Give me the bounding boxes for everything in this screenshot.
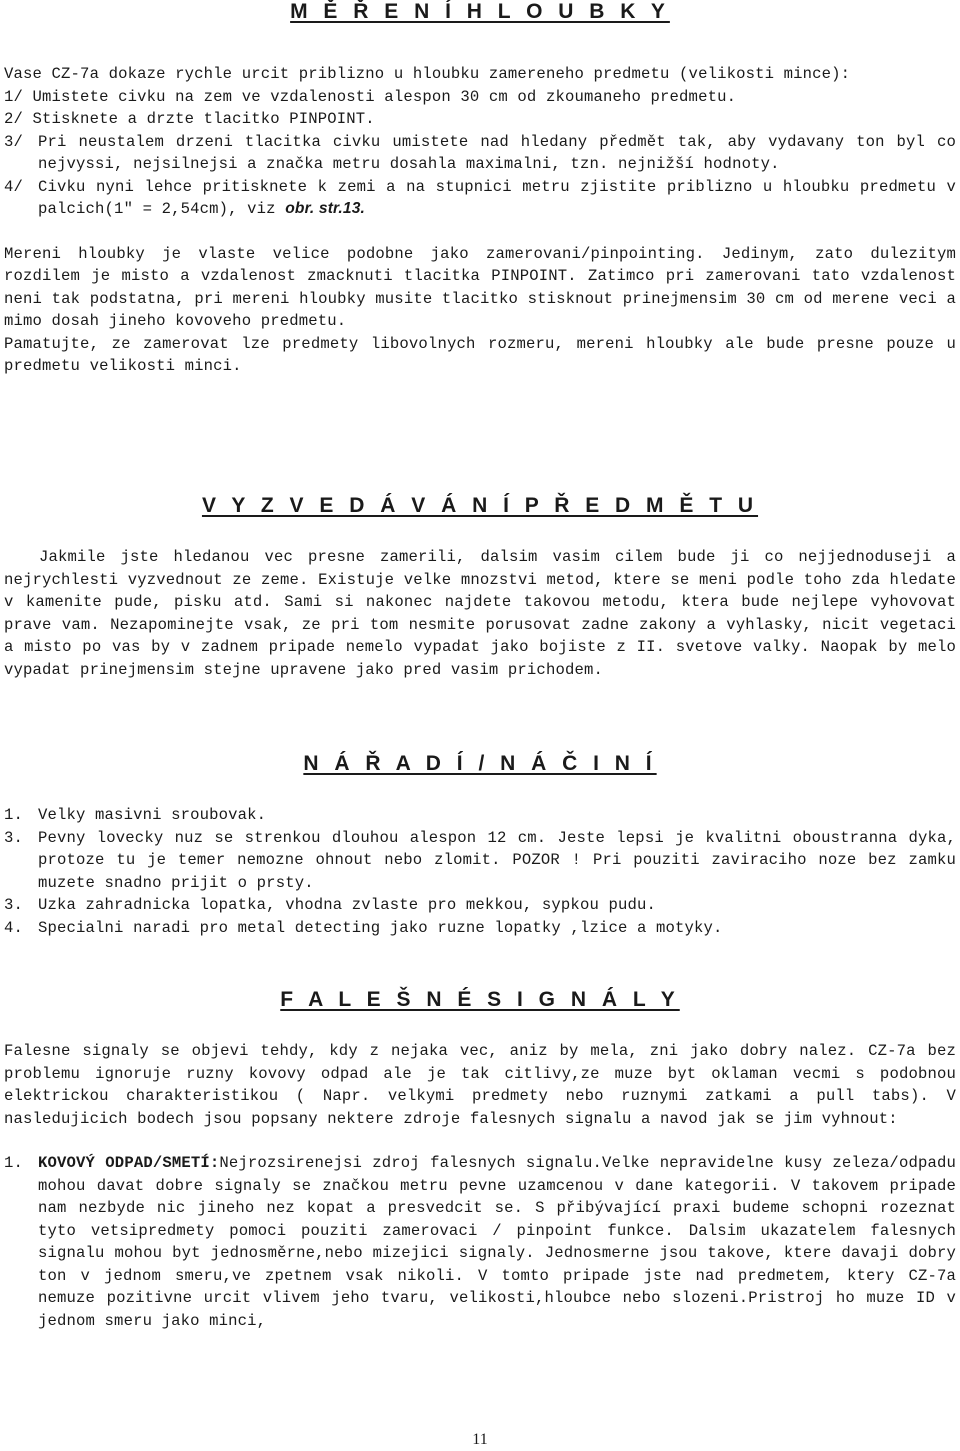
tool-item-text: Specialni naradi pro metal detecting jako ruzne lopatky ,lzice a motyky. [38,918,723,937]
tool-item-number: 3. [4,828,24,847]
mereni-step-1: 1/ Umistete civku na zem ve vzdalenosti alespon 30 cm od zkoumaneho predmetu. [4,87,737,106]
false-signal-item [4,1152,956,1332]
mereni-paragraph-1: Mereni hloubky je vlaste velice podobne jako zamerovani/pinpointing. Jedinym, zato dulezitym rozdilem je misto a vzdalenost zmacknuti tlacitka PINPOINT. Zatimco pri zamerovani tato vzdalenost neni tak podstatna, pri mereni hloubky musite tlacitko stisknout prinejmensim 30 cm od merene veci a mimo dosah jineho kovoveho predmetu. [4,244,956,330]
vyzvedavani-paragraph: Jakmile jste hledanou vec presne zamerili, dalsim vasim cilem bude ji co nejjednoduseji a nejrychlesti vyzvednout ze zeme. Existuje velke mnozstvi metod, ktere se meni podle toho zda hledate v kamenite pude, pisku atd. Sami si nakonec najdete takovou metodu, ktera bude nejlepe vyhovovat prave vam. Nezapominejte vsak, ze pri tom nesmite porusovat zadne zakony a vyhlasky, nicit vegetaci a misto po vas by v zadnem pripade nemelo vypadat jako bojiste z II. svetove valky. Naopak by melo vypadat prinejmensim stejne upravene jako pred vasim prichodem. [4,548,956,679]
mereni-paragraph-2: Pamatujte, ze zamerovat lze predmety libovolnych rozmeru, mereni hloubky ale bude presne pouze u predmetu velikosti minci. [4,334,956,375]
tool-item [4,804,956,827]
mereni-intro: Vase CZ-7a dokaze rychle urcit priblizno u hloubku zamereneho predmetu (velikosti mince): [4,65,851,83]
tool-item [4,917,956,940]
section-mereni-body [4,63,956,378]
heading-naradi-nacini: N Á Ř A D Í / N Á Č I N Í [303,752,657,775]
heading-vyzvedavani-predmetu: V Y Z V E D Á V Á N Í P Ř E D M Ě T U [201,494,759,517]
mereni-step-4 [4,176,956,221]
section-vyzvedavani-body [4,546,956,681]
tool-item-text: Pevny lovecky nuz se strenkou dlouhou alespon 12 cm. Jeste lepsi je kvalitni oboustranna dyka, protoze tu je temer nemozne ohnout nebo zlomit. POZOR ! Pri pouziti zaviraciho noze bez zamku muzete snadno prijit o prsty. [38,828,956,892]
step-4-figure-reference: obr. str.13. [285,200,366,217]
mereni-step-2: 2/ Stisknete a drzte tlacitko PINPOINT. [4,110,375,128]
false-signal-item-number: 1. [4,1154,24,1172]
step-4-number: 4/ [4,177,24,196]
tool-item-number: 3. [4,896,24,914]
heading-falesne-signaly: F A L E Š N É S I G N Á L Y [280,988,680,1011]
heading-mereni-hloubky: M Ě Ř E N Í H L O U B K Y [290,0,670,23]
false-signal-item-label: KOVOVÝ ODPAD/SMETÍ: [38,1154,220,1172]
tool-item-text: Velky masivni sroubovak. [38,806,267,824]
mereni-step-3 [4,131,956,176]
section-falesne-body [4,1040,956,1332]
step-3-number: 3/ [4,132,24,151]
false-signal-item-text: Nejrozsirenejsi zdroj falesnych signalu.Velke nepravidelne kusy zeleza/odpadu mohou davat dobre signaly se značkou metru pevne uzamcenou v dane kategorii. V takovem pripade nam nezbyde nic jineho nez kopat a presvedcit se. S přibývající praxi budeme schopni rozeznat tyto vetsipredmety pomoci pouziti zamerovaci / pinpoint funkce. Dalsim ukazatelem falesnych signalu mohou byt jednosměrne,nebo mizejici signaly. Jednosmerne jsou takove, ktere davaji dobry ton v jednom smeru,ve zpetnem vsak nikoli. V tomto pripade jste nad predmetem, ktery CZ-7a nemuze pozitivne urcit vlivem jeho tvaru, velikosti,hloubce nebo slozeni.Pristroj ho muze ID v jednom smeru jako minci, [38,1154,956,1330]
tool-item-text: Uzka zahradnicka lopatka, vhodna zvlaste pro mekkou, sypkou pudu. [38,896,657,914]
page-number: 11 [472,1431,488,1448]
tool-item [4,827,956,895]
step-3-text: Pri neustalem drzeni tlacitka civku umistete nad hledany předmět tak, aby vydavany ton byl co nejvyssi, nejsilnejsi a značka metru dosahla maximalni, tzn. nejnižší hodnoty. [38,132,956,173]
tool-item [4,894,956,917]
section-naradi-list [4,804,956,939]
step-4-text: Civku nyni lehce pritisknete k zemi a na stupnici metru zjistite priblizno u hloubku predmetu v palcich(1" = 2,54cm), viz [38,177,956,218]
falesne-paragraph: Falesne signaly se objevi tehdy, kdy z nejaka vec, aniz by mela, zni jako dobry nalez. CZ-7a bez problemu ignoruje ruzny kovovy odpad ale je tak citlivy,ze muze byt oklaman vecmi s podobnou elektrickou charakteristikou ( Napr. velkymi predmety nebo ruznymi zatkami a pull tabs). V nasledujicich bodech jsou popsany nektere zdroje falesnych signalu a navod jak se jim vyhnout: [4,1042,956,1128]
tool-item-number: 1. [4,806,24,824]
tool-item-number: 4. [4,918,24,937]
